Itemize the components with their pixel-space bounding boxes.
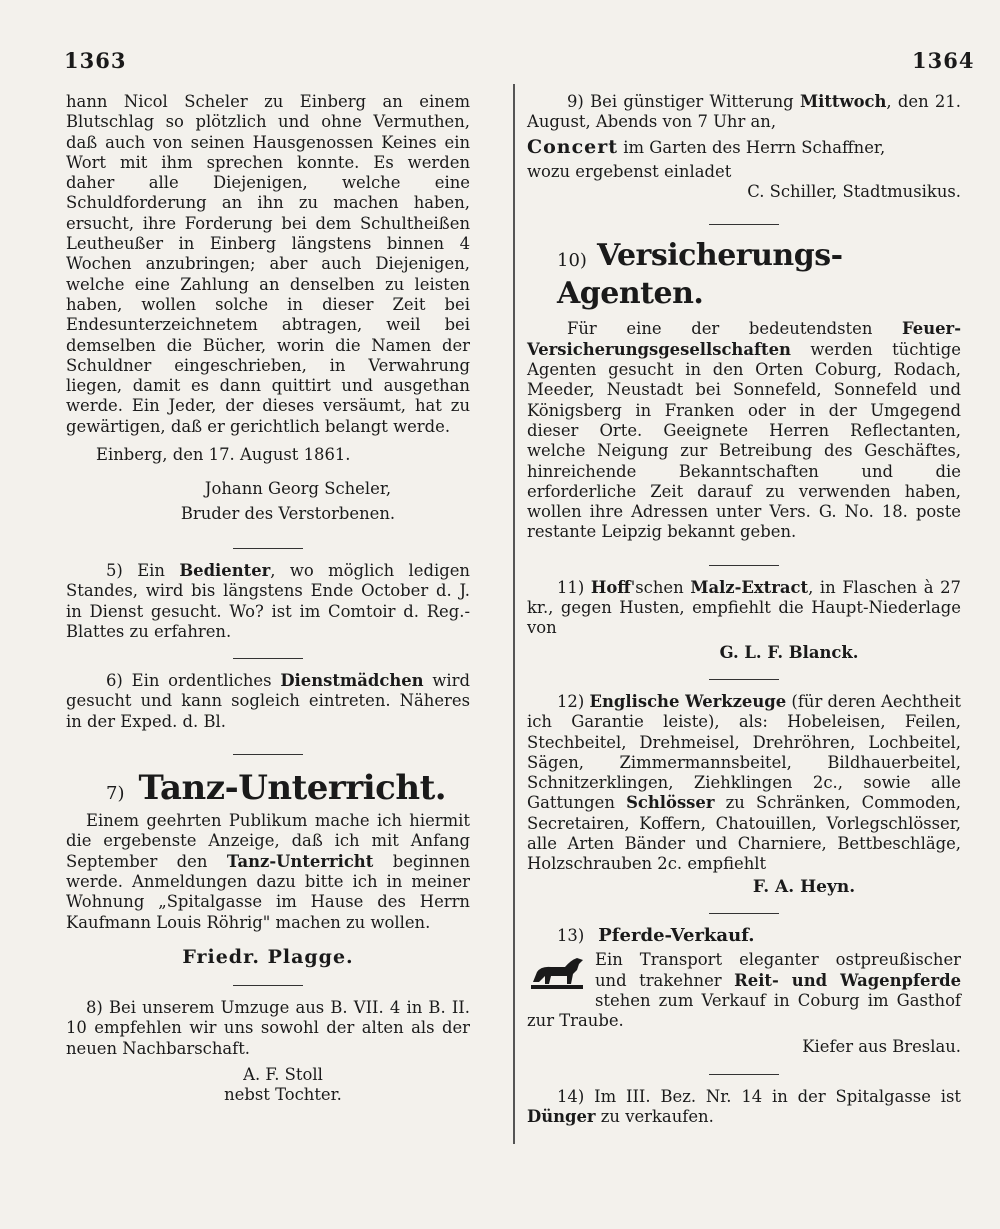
page-number-left: 1363: [64, 48, 127, 73]
column-divider: [513, 84, 515, 1144]
continued-notice-signature-role: Bruder des Verstorbenen.: [180, 503, 396, 523]
ad-9-text-b: , den 21. August, Abends von 7 Uhr an,: [527, 92, 961, 132]
continued-notice-signature: Johann Georg Scheler,: [204, 479, 392, 499]
ad-10-text-b: werden tüchtige Agenten gesucht in den Orten Coburg, Rodach, Meeder, Neustadt bei Sonnefeld, Sonnefeld und Königsberg in Franken oder in der Umgegend dieser Orte. Geeignete Herren Reflectanten, welche Neigung zur Betreibung des Geschäftes, hinreichende Bekanntschaften und die erforderliche Zeit darauf zu verwenden haben, wollen ihre Adressen unter Vers. G. No. 18. poste restante Leipzig bekannt geben.: [527, 339, 961, 542]
ad-12-text-c: zu Schränken, Commoden, Secretairen, Koffern, Chatouillen, Vorlegschlösser, alle Arten Bänder und Charniere, Bettbeschläge, Holzschrauben 2c. empfiehlt: [527, 793, 961, 874]
separator: [709, 224, 779, 225]
ad-6-bold: Dienstmädchen: [280, 671, 424, 691]
ad-13-title: Pferde-Verkauf.: [598, 924, 755, 946]
ad-13-heading: [527, 926, 961, 946]
ad-5-bold: Bedienter: [179, 560, 271, 580]
ad-11-body: [527, 578, 961, 639]
ad-11-bold-b: Malz-Extract: [690, 577, 809, 597]
ad-6-text-a: Ein ordentliches: [131, 671, 272, 691]
ad-14-text-b: zu verkaufen.: [600, 1106, 714, 1126]
separator: [233, 548, 303, 549]
ad-9-line2: [527, 137, 961, 158]
separator: [709, 565, 779, 566]
ad-7-title: Tanz-Unterricht.: [138, 768, 447, 809]
continued-notice-text: hann Nicol Scheler zu Einberg an einem Blutschlag so plötzlich und ohne Vermuthen, daß auch von seinen Hausgenossen Keines ein Wort mit ihm sprechen konnte. Es werden daher alle Diejenigen, welche eine Schuldforderung an ihn zu machen haben, ersucht, ihre Forderung bei dem Schultheißen Leutheußer in Einberg längstens binnen 4 Wochen anzubringen; aber auch Diejenigen, welche eine Zahlung an denselben zu leisten haben, wollen solche in dieser Zeit bei Endesunterzeichnetem abtragen, weil bei demselben die Bücher, worin die Namen der Schuldner eingeschrieben, in Verwahrung liegen, damit es dann quittirt und ausgethan werde. Ein Jeder, der dieses versäumt, hat zu gewärtigen, daß er gerichtlich belangt werde.: [66, 92, 470, 436]
ad-10-number: 10): [557, 249, 587, 271]
ad-9-bold: Mittwoch: [799, 92, 887, 111]
continued-notice-date: Einberg, den 17. August 1861.: [96, 445, 351, 465]
ad-13-bold: Reit- und Wagenpferde: [734, 970, 961, 990]
ad-11-text-a: 11): [557, 577, 585, 597]
ad-5-text-a: Ein: [137, 560, 165, 580]
ad-10-text-a: Für eine der bedeutendsten: [567, 319, 873, 339]
horse-icon: [527, 952, 587, 992]
separator: [709, 1074, 779, 1075]
ad-8-signature-2: nebst Tochter.: [224, 1085, 342, 1105]
ad-13-text: [527, 950, 961, 1031]
ad-14-body: [527, 1087, 961, 1128]
ad-7-text-b: beginnen werde. Anmeldungen dazu bitte ich in meiner Wohnung „Spitalgasse im Hause des Herrn Kaufmann Louis Röhrig" machen zu wollen.: [66, 851, 470, 932]
left-column: [66, 92, 470, 1106]
ad-10-body: [527, 319, 961, 542]
ad-9-text-c: im Garten des Herrn Schaffner,: [623, 137, 886, 157]
ad-9-line3: wozu ergebenst einladet: [527, 161, 732, 181]
ad-11-text-b: 'schen: [630, 577, 684, 597]
ad-11-signature: G. L. F. Blanck.: [719, 642, 859, 662]
separator: [233, 754, 303, 755]
ad-12-bold-a: Englische Werkzeuge: [589, 691, 787, 711]
ad-7-heading: [66, 769, 470, 807]
ad-13-number: 13): [557, 925, 585, 945]
ad-6-number: 6): [106, 671, 123, 691]
ad-7-body: [66, 811, 470, 933]
separator: [233, 658, 303, 659]
ad-14-text-a: 14) Im III. Bez. Nr. 14 in der Spitalgasse ist: [557, 1086, 961, 1106]
ad-6: [66, 671, 470, 732]
ad-8-signature: A. F. Stoll: [243, 1064, 323, 1084]
page-number-right: 1364: [912, 48, 975, 73]
ad-5-number: 5): [106, 560, 123, 580]
ad-13-signature: Kiefer aus Breslau.: [802, 1037, 961, 1057]
ad-9-signature: C. Schiller, Stadtmusikus.: [747, 182, 961, 202]
ad-10-bold: Feuer-Versicherungsgesellschaften: [527, 319, 961, 359]
ad-14-bold: Dünger: [527, 1106, 596, 1126]
ad-11-text-c: , in Flaschen à 27 kr., gegen Husten, empfiehlt die Haupt-Niederlage von: [527, 577, 961, 638]
ad-9-concert: Concert: [527, 135, 619, 158]
ad-9-text-a: 9) Bei günstiger Witterung: [567, 92, 794, 111]
separator: [233, 985, 303, 986]
ad-13-text-a: Ein Transport eleganter ostpreußischer und trakehner: [595, 950, 961, 990]
ad-12-text-a: 12): [557, 691, 585, 711]
separator: [709, 913, 779, 914]
ad-7-bold: Tanz-Unterricht: [226, 851, 374, 871]
ad-10-title: Versicherungs-Agenten.: [557, 238, 843, 312]
ad-10-heading: [527, 237, 961, 313]
ad-12-bold-b: Schlösser: [626, 793, 715, 813]
ad-12-text-b: (für deren Aechtheit ich Garantie leiste), als: Hobeleisen, Feilen, Stechbeitel, Drehmeisel, Drehröhren, Lochbeitel, Sägen, Zimmermannsbeitel, Bildhauerbeitel, Schnitzerklingen, Ziehklingen 2c., sowie alle Gattungen: [527, 691, 961, 813]
ad-7-text-a: Einem geehrten Publikum mache ich hiermit die ergebenste Anzeige, daß ich mit Anfang September den: [66, 811, 470, 871]
ad-7-number: 7): [106, 783, 125, 805]
ad-12-signature: F. A. Heyn.: [752, 876, 856, 897]
ad-9-line1: [527, 92, 961, 133]
ad-13-text-b: stehen zum Verkauf in Coburg im Gasthof zur Traube.: [527, 990, 961, 1031]
ad-13-body: [527, 950, 961, 1031]
ad-8-text: 8) Bei unserem Umzuge aus B. VII. 4 in B. II. 10 empfehlen wir uns sowohl der alten als der neuen Nachbarschaft.: [66, 998, 470, 1058]
separator: [709, 679, 779, 680]
ad-5: [66, 561, 470, 642]
right-column: [527, 92, 961, 1127]
ad-5-text-b: , wo möglich ledigen Standes, wird bis längstens Ende October d. J. in Dienst gesucht. Wo? ist im Comtoir d. Reg.-Blattes zu erfahren.: [66, 560, 470, 641]
ad-11-bold-a: Hoff: [590, 577, 631, 597]
ad-7-signature: Friedr. Plagge.: [182, 945, 354, 968]
ad-12-body: [527, 692, 961, 875]
ad-6-text-b: wird gesucht und kann sogleich eintreten. Näheres in der Exped. d. Bl.: [66, 671, 470, 731]
